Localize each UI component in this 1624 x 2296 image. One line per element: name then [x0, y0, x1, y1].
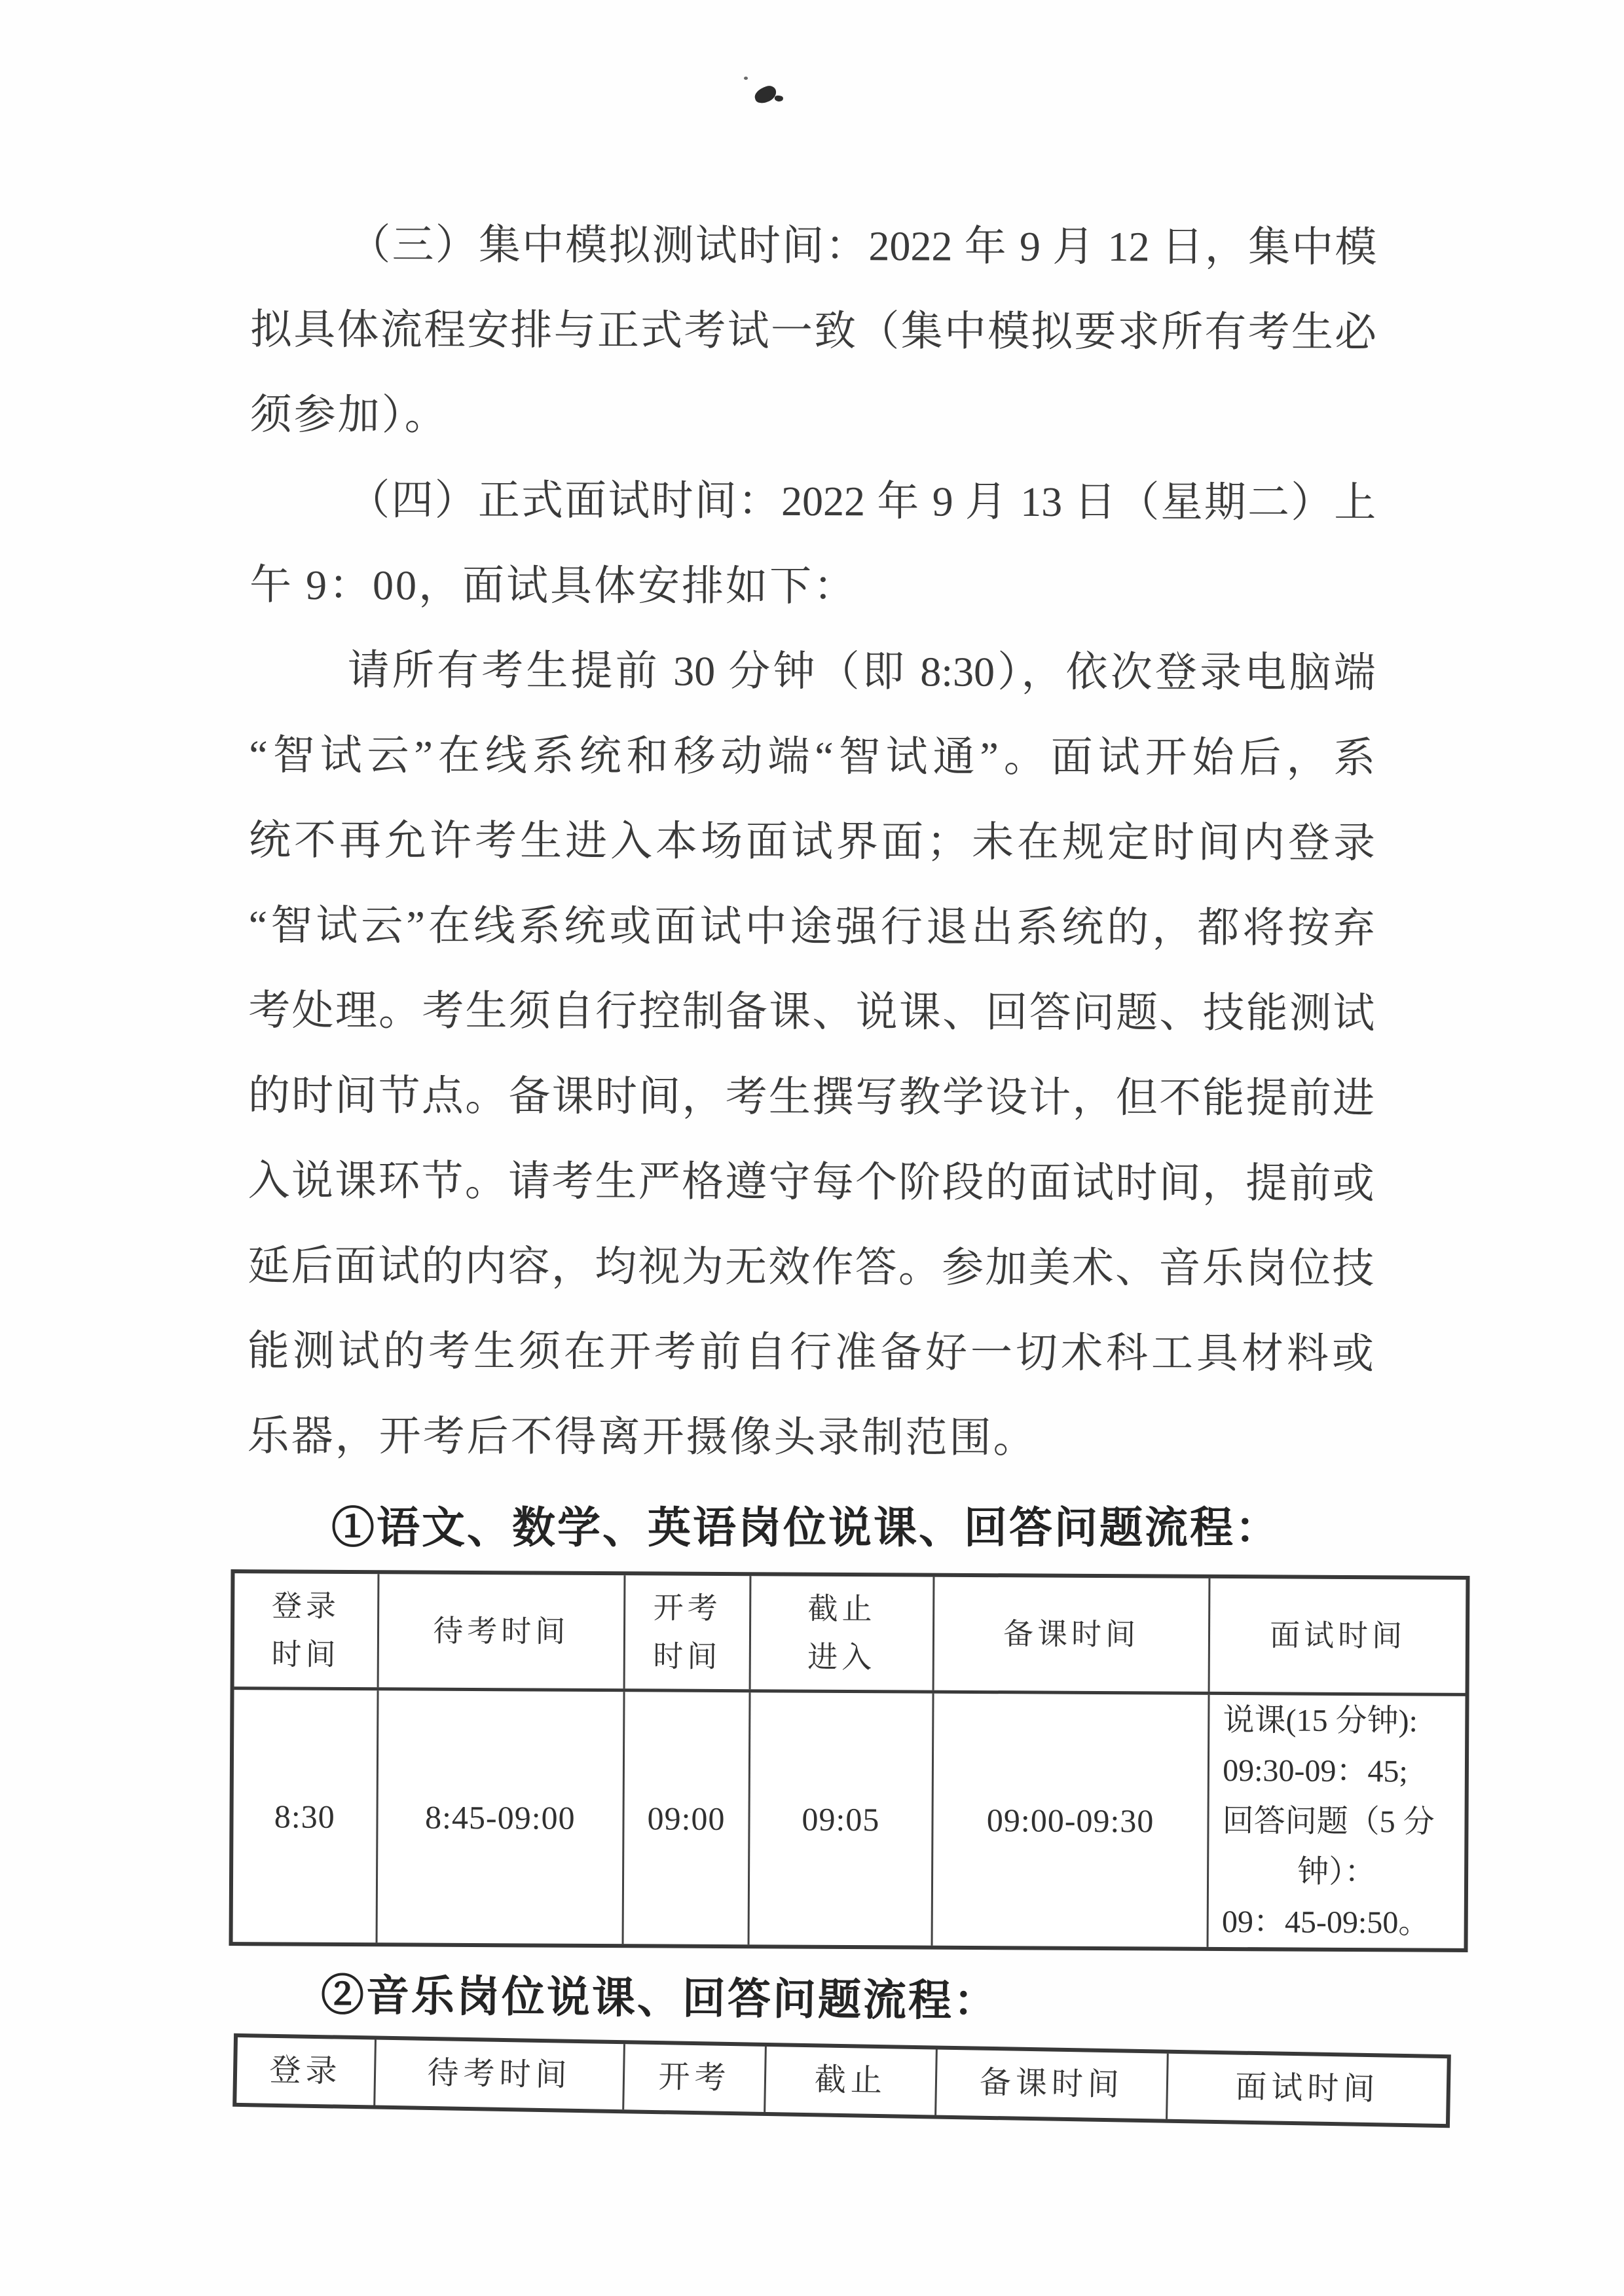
interview-time-line: 回答问题（5 分 [1222, 1803, 1435, 1840]
cell-login-time: 8:30 [274, 1797, 335, 1835]
interview-time-line: 09:30-09：45; [1223, 1753, 1408, 1789]
body-line: 请所有考生提前 30 分钟（即 8:30），依次登录电脑端 [347, 647, 1376, 697]
body-line: 乐器，开考后不得离开摄像头录制范围。 [247, 1412, 1037, 1461]
cell-interview-time [1207, 1695, 1466, 1948]
body-line: 的时间节点。备课时间，考生撰写教学设计，但不能提前进 [248, 1072, 1375, 1122]
header-cell-waiting-time: 待考时间 [373, 2040, 623, 2110]
header-cell-start: 开考 [622, 2044, 764, 2112]
cell-prep-time: 09:00-09:30 [931, 1694, 1208, 1947]
table-header-row [234, 1573, 1466, 1696]
body-line: “智试云”在线系统或面试中途强行退出系统的，都将按弃 [248, 902, 1375, 952]
interview-time-line: 钟）： [1297, 1854, 1376, 1890]
header-cell-start-time: 开考 时间 [623, 1575, 750, 1689]
body-line: 拟具体流程安排与正式考试一致（集中模拟要求所有考生必 [249, 306, 1377, 356]
body-line: 须参加）。 [249, 391, 449, 439]
cell-waiting-time: 8:45-09:00 [375, 1690, 623, 1944]
header-cell-waiting-time: 待考时间 [377, 1574, 623, 1688]
table-row [233, 1690, 1466, 1948]
interview-time-line: 09：45-09:50。 [1221, 1904, 1430, 1941]
section-heading-2: ②音乐岗位说课、回答问题流程： [320, 1971, 999, 2026]
header-cell-cutoff: 截止 [764, 2047, 936, 2115]
header-cell-prep-time: 备课时间 [932, 1577, 1209, 1692]
body-line: 午 9：00，面试具体安排如下： [249, 561, 858, 610]
header-cell-login: 登录 [269, 2052, 342, 2089]
body-line: 考处理。考生须自行控制备课、说课、回答问题、技能测试 [248, 987, 1375, 1037]
header-cell-entry-cutoff: 截止 进入 [748, 1576, 932, 1690]
cell-entry-cutoff: 09:05 [747, 1692, 932, 1945]
body-line: （四）正式面试时间：2022 年 9 月 13 日（星期二）上 [348, 477, 1376, 526]
body-line: “智试云”在线系统和移动端“智试通”。面试开始后，系 [249, 731, 1376, 782]
ink-speck [744, 77, 748, 80]
table-header-row [236, 2037, 1447, 2124]
body-text [247, 202, 1376, 1482]
header-cell-interview-time: 面试时间 [1208, 1578, 1466, 1693]
schedule-table-music [232, 2033, 1451, 2128]
cell-start-time: 09:00 [622, 1692, 749, 1944]
section-heading-1: ①语文、数学、英语岗位说课、回答问题流程： [331, 1503, 1280, 1552]
body-line: 能测试的考生须在开考前自行准备好一切术科工具材料或 [247, 1327, 1375, 1377]
interview-time-line: 说课(15 分钟): [1223, 1702, 1418, 1739]
body-line: 入说课环节。请考生严格遵守每个阶段的面试时间，提前或 [248, 1157, 1375, 1207]
header-cell-interview-time: 面试时间 [1166, 2054, 1447, 2124]
body-line: 延后面试的内容，均视为无效作答。参加美术、音乐岗位技 [248, 1242, 1375, 1292]
body-line: （三）集中模拟测试时间：2022 年 9 月 12 日，集中模 [348, 221, 1377, 271]
ink-blot [752, 84, 778, 105]
header-cell-prep-time: 备课时间 [934, 2049, 1166, 2119]
header-cell-login-time: 登录 时间 [271, 1588, 341, 1671]
body-line: 统不再允许考生进入本场面试界面；未在规定时间内登录 [248, 816, 1376, 867]
schedule-table-main [229, 1569, 1470, 1952]
